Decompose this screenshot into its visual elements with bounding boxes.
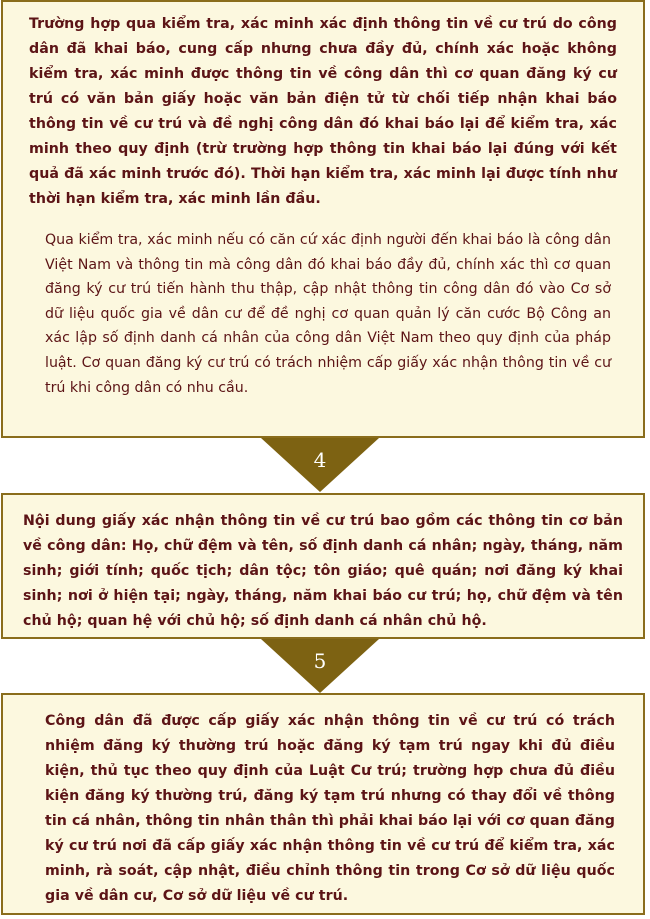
step-4-box <box>1 493 645 639</box>
step-4-number: 4 <box>313 448 327 472</box>
step-3-bold-paragraph: Trường hợp qua kiểm tra, xác minh xác định thông tin về cư trú do công dân đã khai báo, cung cấp nhưng chưa đầy đủ, chính xác hoặc không kiểm tra, xác minh được thông tin về công dân thì cơ quan đăng ký cư trú có văn bản giấy hoặc văn bản điện tử từ chối tiếp nhận khai báo thông tin về cư trú và đề nghị công dân đó khai báo lại để kiểm tra, xác minh theo quy định (trừ trường hợp thông tin khai báo lại đúng với kết quả đã xác minh trước đó). Thời hạn kiểm tra, xác minh lại được tính như thời hạn kiểm tra, xác minh lần đầu. <box>29 16 617 207</box>
step-5-box <box>1 693 645 915</box>
step-5-number: 5 <box>313 649 327 673</box>
step-3-box <box>1 0 645 438</box>
step-3-normal-paragraph: Qua kiểm tra, xác minh nếu có căn cứ xác định người đến khai báo là công dân Việt Nam và thông tin mà công dân đó khai báo đầy đủ, chính xác thì cơ quan đăng ký cư trú tiến hành thu thập, cập nhật thông tin công dân đó vào Cơ sở dữ liệu quốc gia về dân cư để đề nghị cơ quan quản lý căn cước Bộ Công an xác lập số định danh cá nhân của công dân Việt Nam theo quy định của pháp luật. Cơ quan đăng ký cư trú có trách nhiệm cấp giấy xác nhận thông tin về cư trú khi công dân có nhu cầu. <box>45 232 611 396</box>
step-5-arrow <box>261 639 379 693</box>
step-4-bold-paragraph: Nội dung giấy xác nhận thông tin về cư trú bao gồm các thông tin cơ bản về công dân: Họ, chữ đệm và tên, số định danh cá nhân; ngày, tháng, năm sinh; giới tính; quốc tịch; dân tộc; tôn giáo; quê quán; nơi đăng ký khai sinh; nơi ở hiện tại; ngày, tháng, năm khai báo cư trú; họ, chữ đệm và tên chủ hộ; quan hệ với chủ hộ; số định danh cá nhân chủ hộ. <box>23 513 623 629</box>
step-5-bold-paragraph: Công dân đã được cấp giấy xác nhận thông tin về cư trú có trách nhiệm đăng ký thường trú hoặc đăng ký tạm trú ngay khi đủ điều kiện, thủ tục theo quy định của Luật Cư trú; trường hợp chưa đủ điều kiện đăng ký thường trú, đăng ký tạm trú nhưng có thay đổi về thông tin cá nhân, thông tin nhân thân thì phải khai báo lại với cơ quan đăng ký cư trú nơi đã cấp giấy xác nhận thông tin về cư trú để kiểm tra, xác minh, rà soát, cập nhật, điều chỉnh thông tin trong Cơ sở dữ liệu quốc gia về dân cư, Cơ sở dữ liệu về cư trú. <box>45 713 615 904</box>
step-4-arrow <box>261 438 379 492</box>
